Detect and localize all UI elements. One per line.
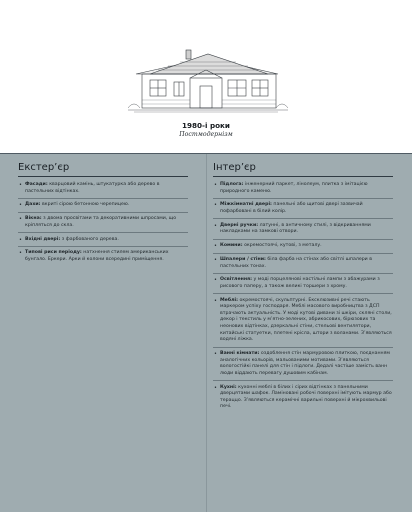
item-label: Вхідні двері: xyxy=(25,236,61,242)
item-text: панельні або щитові двері зазвичай пофарбовані в білий колір. xyxy=(220,202,363,214)
column-divider xyxy=(206,154,207,512)
item-label: Меблі: xyxy=(220,297,239,303)
item-text: у моді порцелянові настільні лампи з абажурами з рисового паперу, а також великі торшери з хрому. xyxy=(220,277,380,289)
interior-list xyxy=(213,182,393,414)
item-label: Освітлення: xyxy=(220,277,253,283)
item-label: Типові риси періоду: xyxy=(25,250,82,256)
list-item xyxy=(213,182,393,199)
list-item xyxy=(18,182,188,199)
list-item xyxy=(213,257,393,274)
bullet-icon: • xyxy=(214,202,217,209)
list-item xyxy=(18,216,188,233)
item-label: Ванні кімнати: xyxy=(220,351,260,356)
list-item xyxy=(18,237,188,247)
bullet-icon: • xyxy=(214,243,217,250)
item-label: Кухні: xyxy=(220,384,237,390)
bullet-icon: • xyxy=(214,297,217,304)
item-label: Вікна: xyxy=(25,216,42,222)
item-text: кухонні меблі в білих і сірих відтінках з панельними дверцятами шафок. Ламіновані робочі поверхні імітують мармур або тераццо. З’являються керамічні варильні поверхні й мікрохвильові печі. xyxy=(220,384,392,410)
item-text: з двома просвітами та декоративними шпросами, що кріпляться до скла. xyxy=(25,216,177,228)
bullet-icon: • xyxy=(19,216,22,223)
item-text: оздоблення стін мармуровою плиткою, поєднанням аналогічних кольорів, мальованими мотивами. З’являються вологостійкі панелі для стін і підлоги. Дедалі частіше замість ванн люди віддають перевагу душовим кабінам. xyxy=(220,351,390,376)
exterior-column xyxy=(18,162,188,270)
item-label: Дверні ручки: xyxy=(220,222,259,228)
list-item xyxy=(18,202,188,212)
list-item xyxy=(213,298,393,348)
item-text: біла фарба на стінах або світлі шпалери в пастельних тонах. xyxy=(220,256,372,269)
bullet-icon: • xyxy=(19,250,22,257)
bullet-icon: • xyxy=(214,277,217,284)
list-item xyxy=(213,277,393,294)
bullet-icon: • xyxy=(214,222,217,229)
era-title: 1980-і роки xyxy=(182,121,230,130)
item-text: латунні, в античному стилі, з відкриваннями накладками на замкові отвори. xyxy=(220,222,371,235)
list-item xyxy=(213,385,393,414)
item-text: з фарбованого дерева. xyxy=(60,236,119,242)
house-sketch-illustration xyxy=(128,40,288,116)
item-label: Дахи: xyxy=(25,202,41,208)
item-label: Підлога: xyxy=(220,182,244,187)
item-label: Шпалери / стіни: xyxy=(220,256,266,262)
item-label: Міжкімнатні двері: xyxy=(220,202,272,208)
list-item xyxy=(18,250,188,266)
bullet-icon: • xyxy=(214,256,217,263)
item-label: Комини: xyxy=(220,243,243,249)
bullet-icon: • xyxy=(19,236,22,243)
exterior-list xyxy=(18,182,188,266)
bullet-icon: • xyxy=(19,182,22,188)
item-label: Фасади: xyxy=(25,182,48,187)
interior-heading: Інтер’єр xyxy=(213,162,393,177)
item-text: окремостоячі, кутові, з металу. xyxy=(242,243,322,249)
era-subtitle: Постмодернізм xyxy=(179,131,233,138)
item-text: інженерний паркет, лінолеум, плитка з імітацією природного каменю. xyxy=(220,182,368,194)
interior-column xyxy=(213,162,393,417)
bullet-icon: • xyxy=(214,384,217,391)
item-text: окремостоячі, скульптурні. Ексклюзивні речі стають маркером успіху господаря. Меблі масового виробництва з ДСП втрачають актуальність. У моді кутові дивани зі шкіри, склянi столи, декор і текстиль у м’ятно-зелених, абрикосових, бірюзових та неонових відтінках, дзеркальні стіни, стельові вентилятори, китайські статуетки, плетені крісла, штори з воланами. З’являються водяні ліжка. xyxy=(220,297,392,343)
item-text: кварцовий камінь, штукатурка або дерево в пастельних відтінках. xyxy=(25,182,160,194)
item-text: вкриті сірою бетонною черепицею. xyxy=(40,202,130,208)
list-item xyxy=(213,243,393,253)
bullet-icon: • xyxy=(19,202,22,209)
list-item xyxy=(213,351,393,381)
list-item xyxy=(213,223,393,240)
list-item xyxy=(213,202,393,219)
bullet-icon: • xyxy=(214,351,217,357)
exterior-heading: Екстер’єр xyxy=(18,162,188,177)
bullet-icon: • xyxy=(214,182,217,188)
item-text: натхнення стилем американських бунгало. Еркери. Арки й колони всередині приміщення. xyxy=(25,250,169,262)
